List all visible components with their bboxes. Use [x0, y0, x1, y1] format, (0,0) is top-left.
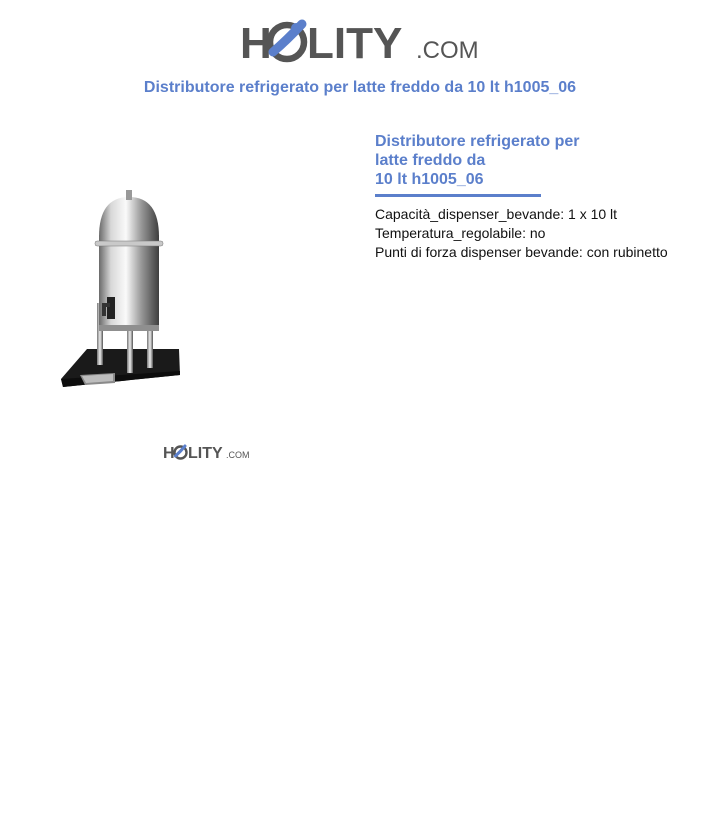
logo-small-letters-lity: LITY: [188, 445, 223, 462]
logo-letters-lity: LITY: [307, 19, 403, 68]
page-title: Distributore refrigerato per latte freddo da 10 lt h1005_06: [143, 79, 577, 96]
logo-suffix: .COM: [416, 37, 479, 64]
spec-temperature: Temperatura_regolabile: no: [375, 225, 546, 241]
logo-small-suffix: .COM: [226, 450, 250, 460]
spec-capacity: Capacità_dispenser_bevande: 1 x 10 lt: [375, 206, 618, 222]
logo-letter-h: H: [240, 19, 272, 68]
title-underline: [375, 194, 541, 197]
logo-small-letter-h: H: [163, 445, 175, 462]
globe-o-icon-small: [175, 446, 187, 459]
product-title-line: latte freddo da: [375, 152, 486, 169]
globe-o-icon: [270, 23, 304, 59]
product-title-line: 10 lt h1005_06: [375, 171, 484, 188]
holity-logo-small: [163, 442, 255, 462]
holity-logo: [240, 16, 485, 72]
spec-list: [375, 205, 720, 262]
beverage-dispenser-image: [55, 185, 190, 405]
product-title-line: Distributore refrigerato per: [375, 133, 580, 150]
spec-features: Punti di forza dispenser bevande: con rubinetto: [375, 244, 668, 260]
product-title: [375, 132, 590, 189]
